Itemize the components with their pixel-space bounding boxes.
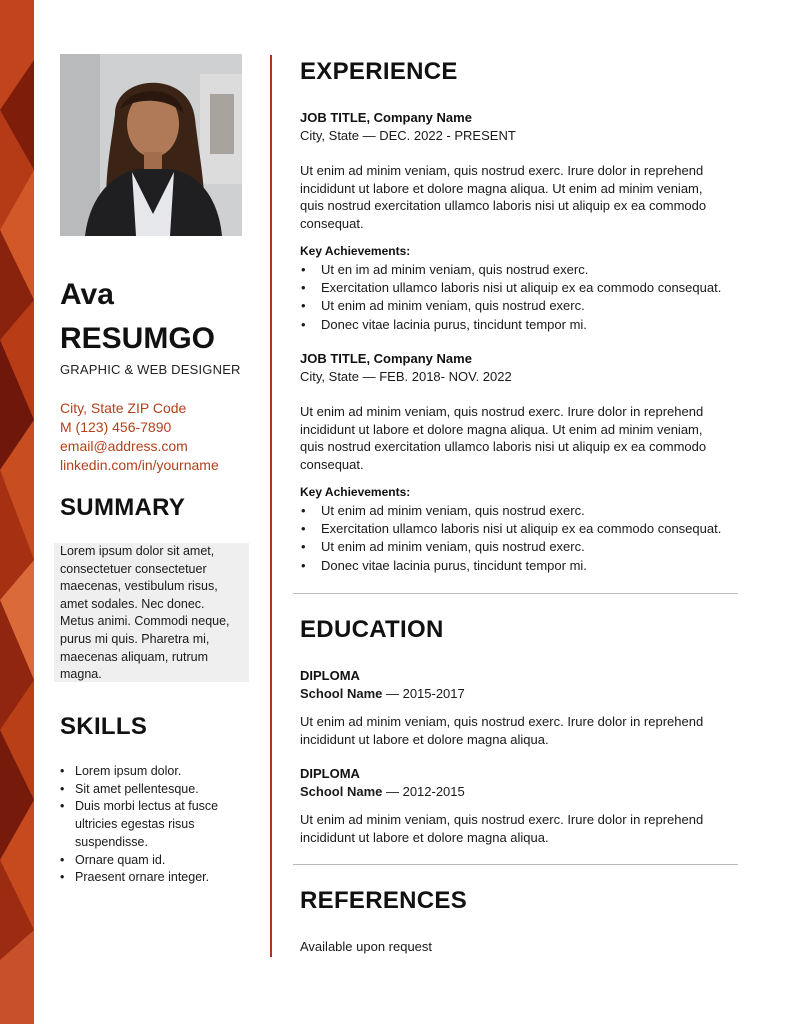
- description-line: consequat.: [300, 215, 364, 231]
- skills-list: [60, 763, 250, 887]
- contact-linkedin[interactable]: linkedin.com/in/yourname: [60, 457, 219, 473]
- job-1-achievements-label: Key Achievements:: [300, 244, 411, 258]
- description-line: incididunt ut labore et dolore magna aliqua. Ut enim ad minim veniam,: [300, 180, 703, 196]
- section-divider: [293, 864, 738, 865]
- summary-line: amet sodales. Nec donec.: [60, 596, 205, 611]
- education-heading: EDUCATION: [300, 616, 444, 643]
- contact-block: [60, 399, 219, 475]
- education-2-years: — 2012-2015: [382, 784, 465, 799]
- profile-photo: [60, 54, 242, 236]
- education-2-school-line: [300, 784, 465, 799]
- education-1-description: [300, 713, 730, 748]
- job-2-title: JOB TITLE, Company Name: [300, 351, 472, 366]
- summary-line: maecenas, vestibulum risus,: [60, 579, 218, 594]
- achievement-item: • Donec vitae lacinia purus, tincidunt tempor mi.: [300, 557, 740, 575]
- first-name: Ava: [60, 278, 114, 311]
- column-divider: [270, 55, 272, 957]
- job-1-achievements: [300, 261, 740, 334]
- summary-line: Lorem ipsum dolor sit amet,: [60, 544, 215, 558]
- description-line: consequat.: [300, 456, 364, 472]
- education-1-school-line: [300, 686, 465, 701]
- education-2-description: [300, 811, 730, 846]
- contact-phone: M (123) 456-7890: [60, 419, 172, 435]
- summary-line: maecenas aliquam, rutrum: [60, 649, 208, 664]
- education-1-school: School Name: [300, 686, 383, 701]
- job-title: GRAPHIC & WEB DESIGNER: [60, 362, 241, 377]
- references-heading: REFERENCES: [300, 887, 468, 914]
- education-2-school: School Name: [300, 784, 383, 799]
- job-2-achievements-label: Key Achievements:: [300, 485, 411, 499]
- summary-heading: SUMMARY: [60, 494, 186, 521]
- summary-line: Metus animi. Commodi neque,: [60, 614, 230, 629]
- references-text: Available upon request: [300, 939, 433, 954]
- achievement-item: • Exercitation ullamco laboris nisi ut aliquip ex ea commodo consequat.: [300, 520, 740, 538]
- last-name: RESUMGO: [60, 322, 216, 355]
- achievement-item: • Exercitation ullamco laboris nisi ut aliquip ex ea commodo consequat.: [300, 279, 740, 297]
- summary-line: magna.: [60, 667, 102, 682]
- description-line: incididunt ut labore et dolore magna aliqua. Ut enim ad minim veniam,: [300, 421, 703, 437]
- education-2-degree: DIPLOMA: [300, 766, 360, 781]
- summary-line: consectetuer consectetuer: [60, 561, 207, 576]
- achievement-item: • Ut enim ad minim veniam, quis nostrud exerc.: [300, 538, 740, 556]
- job-2-achievements: [300, 502, 740, 575]
- section-divider: [293, 593, 738, 594]
- skill-item: • Duis morbi lectus at fusce ultricies egestas risus suspendisse.: [60, 798, 250, 851]
- job-1-meta: City, State — DEC. 2022 - PRESENT: [300, 128, 516, 143]
- description-line: incididunt ut labore et dolore magna aliqua.: [300, 731, 549, 747]
- skill-item: • Lorem ipsum dolor.: [60, 763, 250, 781]
- skill-item: • Ornare quam id.: [60, 852, 250, 870]
- achievement-item: • Donec vitae lacinia purus, tincidunt tempor mi.: [300, 316, 740, 334]
- description-line: Ut enim ad minim veniam, quis nostrud exerc. Irure dolor in reprehend: [300, 812, 704, 827]
- contact-email[interactable]: email@address.com: [60, 438, 188, 454]
- description-line: incididunt ut labore et dolore magna aliqua.: [300, 829, 549, 845]
- job-2-meta: City, State — FEB. 2018- NOV. 2022: [300, 369, 512, 384]
- achievement-item: • Ut enim ad minim veniam, quis nostrud exerc.: [300, 502, 740, 520]
- education-1-years: — 2015-2017: [382, 686, 465, 701]
- job-1-description: [300, 162, 730, 232]
- skills-heading: SKILLS: [60, 713, 148, 740]
- job-2-description: [300, 403, 730, 473]
- description-line: Ut enim ad minim veniam, quis nostrud exerc. Irure dolor in reprehend: [300, 163, 704, 178]
- experience-heading: EXPERIENCE: [300, 58, 458, 85]
- education-1-degree: DIPLOMA: [300, 668, 360, 683]
- contact-address: City, State ZIP Code: [60, 400, 187, 416]
- description-line: Ut enim ad minim veniam, quis nostrud exerc. Irure dolor in reprehend: [300, 404, 704, 419]
- summary-line: purus mi quis. Pharetra mi,: [60, 631, 210, 646]
- description-line: quis nostrud exercitation ullamco laboris nisi ut aliquip ex ea commodo: [300, 198, 707, 214]
- job-1-title: JOB TITLE, Company Name: [300, 110, 472, 125]
- skill-item: • Sit amet pellentesque.: [60, 781, 250, 799]
- description-line: Ut enim ad minim veniam, quis nostrud exerc. Irure dolor in reprehend: [300, 714, 704, 729]
- description-line: quis nostrud exercitation ullamco laboris nisi ut aliquip ex ea commodo: [300, 439, 707, 455]
- achievement-item: • Ut en im ad minim veniam, quis nostrud exerc.: [300, 261, 740, 279]
- skill-item: • Praesent ornare integer.: [60, 869, 250, 887]
- achievement-item: • Ut enim ad minim veniam, quis nostrud exerc.: [300, 297, 740, 315]
- decorative-side-strip: [0, 0, 34, 1024]
- summary-box: [54, 543, 249, 682]
